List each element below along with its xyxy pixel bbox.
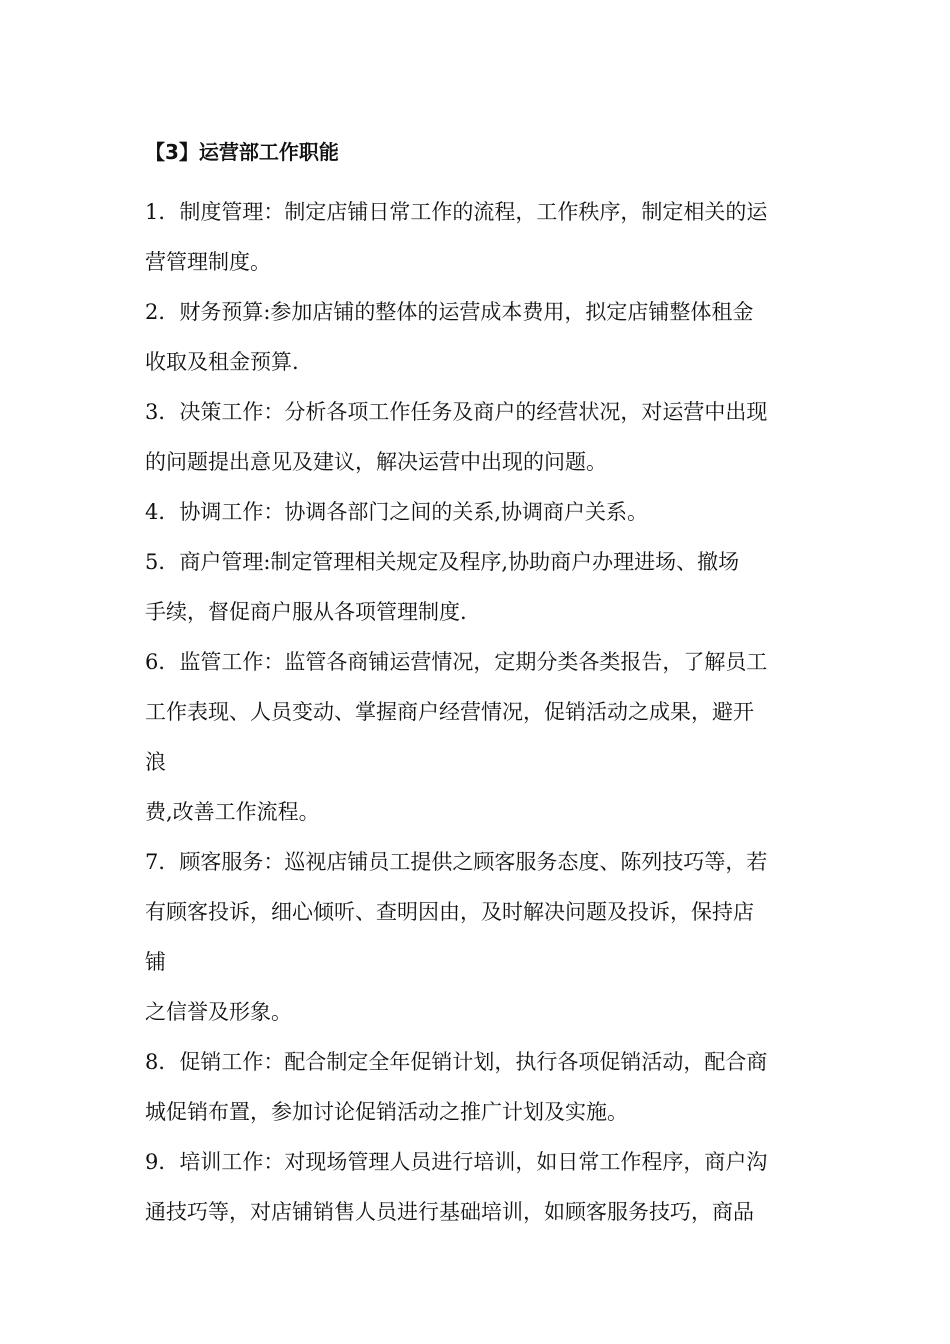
- text-line: 7．顾客服务：巡视店铺员工提供之顾客服务态度、陈列技巧等，若: [145, 850, 768, 874]
- text-line: 收取及租金预算.: [145, 350, 299, 374]
- text-line: 6．监管工作：监管各商铺运营情况，定期分类各类报告，了解员工: [145, 650, 768, 674]
- text-line: 之信誉及形象。: [145, 1000, 292, 1024]
- text-line: 城促销布置，参加讨论促销活动之推广计划及实施。: [145, 1100, 628, 1124]
- text-line: 通技巧等，对店铺销售人员进行基础培训，如顾客服务技巧，商品: [145, 1200, 754, 1224]
- text-line: 8．促销工作：配合制定全年促销计划，执行各项促销活动，配合商: [145, 1050, 768, 1074]
- text-line: 4．协调工作：协调各部门之间的关系,协调商户关系。: [145, 500, 649, 524]
- text-line: 5．商户管理:制定管理相关规定及程序,协助商户办理进场、撤场: [145, 550, 740, 574]
- text-line: 浪: [145, 750, 166, 774]
- document-body: [145, 137, 815, 1237]
- text-line: 的问题提出意见及建议，解决运营中出现的问题。: [145, 450, 607, 474]
- section-heading: 【3】运营部工作职能: [145, 140, 339, 164]
- text-line: 有顾客投诉，细心倾听、查明因由，及时解决问题及投诉，保持店: [145, 900, 754, 924]
- text-line: 手续，督促商户服从各项管理制度.: [145, 600, 467, 624]
- text-line: 工作表现、人员变动、掌握商户经营情况，促销活动之成果，避开: [145, 700, 754, 724]
- text-line: 费,改善工作流程。: [145, 800, 320, 824]
- text-line: 9．培训工作：对现场管理人员进行培训，如日常工作程序，商户沟: [145, 1150, 768, 1174]
- text-line: 铺: [145, 950, 166, 974]
- text-line: 1．制度管理：制定店铺日常工作的流程，工作秩序，制定相关的运: [145, 200, 768, 224]
- text-line: 3．决策工作：分析各项工作任务及商户的经营状况，对运营中出现: [145, 400, 768, 424]
- text-line: 2．财务预算:参加店铺的整体的运营成本费用，拟定店铺整体租金: [145, 300, 754, 324]
- text-line: 营管理制度。: [145, 250, 271, 274]
